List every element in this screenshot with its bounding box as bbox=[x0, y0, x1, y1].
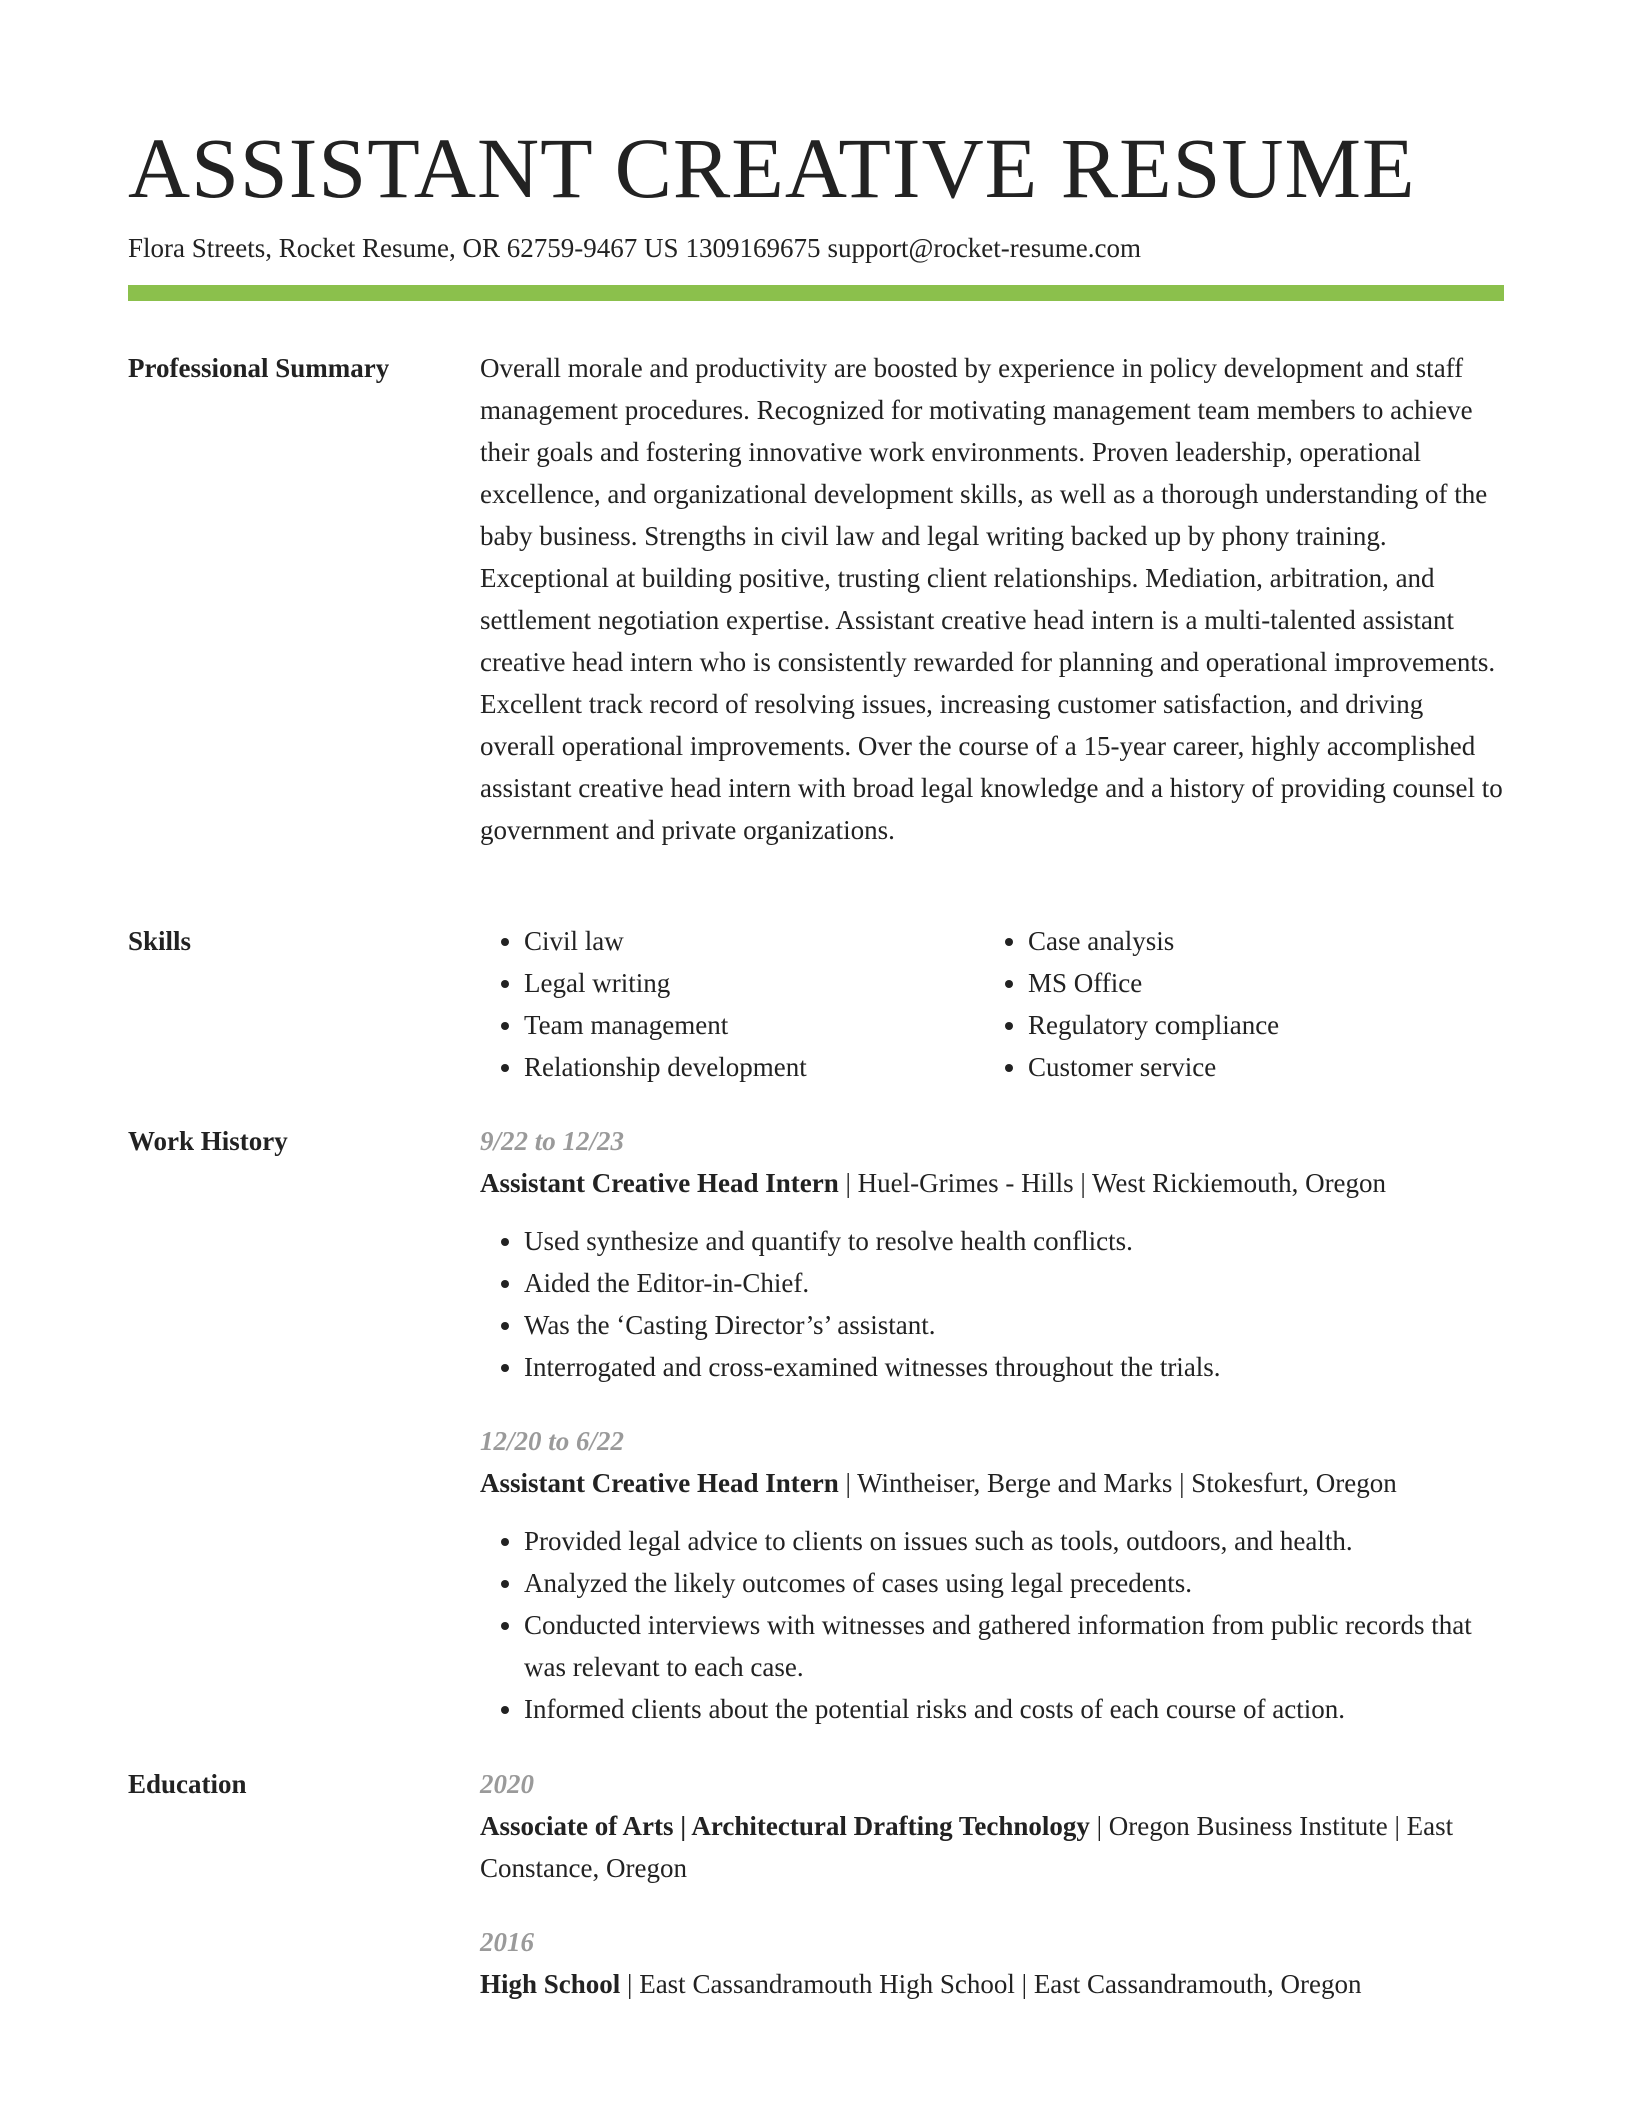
job-bullet: • Analyzed the likely outcomes of cases using legal precedents. bbox=[524, 1562, 1504, 1604]
job-bullet: • Conducted interviews with witnesses and gathered information from public records that was relevant to each case. bbox=[524, 1604, 1504, 1688]
job-role-line bbox=[480, 1162, 1504, 1204]
education-line bbox=[480, 1963, 1504, 2005]
job-title: Assistant Creative Head Intern bbox=[480, 1168, 839, 1198]
skills-body bbox=[480, 920, 1504, 1088]
job-bullets bbox=[480, 1520, 1504, 1730]
skill-item: • Case analysis bbox=[1028, 920, 1488, 962]
job-bullet: • Interrogated and cross-examined witnesses throughout the trials. bbox=[524, 1346, 1504, 1388]
skill-item: • Regulatory compliance bbox=[1028, 1004, 1488, 1046]
job-title: Assistant Creative Head Intern bbox=[480, 1468, 839, 1498]
job-dates: 9/22 to 12/23 bbox=[480, 1126, 625, 1156]
skill-item: • Civil law bbox=[524, 920, 984, 962]
skills-column-left bbox=[480, 920, 984, 1088]
education-details: | East Cassandramouth High School | East Cassandramouth, Oregon bbox=[620, 1969, 1362, 1999]
job-bullet: • Used synthesize and quantify to resolve health conflicts. bbox=[524, 1220, 1504, 1262]
job-entry bbox=[480, 1120, 1504, 1388]
resume-title: ASSISTANT CREATIVE RESUME bbox=[128, 120, 1416, 216]
contact-phone: 1309169675 bbox=[685, 233, 821, 263]
education-entry bbox=[480, 1921, 1504, 2005]
contact-email: support@rocket-resume.com bbox=[827, 233, 1141, 263]
job-bullet: • Aided the Editor-in-Chief. bbox=[524, 1262, 1504, 1304]
work-history-label: Work History bbox=[128, 1126, 288, 1156]
education-details: | Oregon Business Institute | East Constance, Oregon bbox=[480, 1811, 1454, 1883]
education-label: Education bbox=[128, 1769, 247, 1799]
job-dates: 12/20 to 6/22 bbox=[480, 1426, 625, 1456]
education-degree: Associate of Arts | Architectural Drafting Technology bbox=[480, 1811, 1090, 1841]
job-role-line bbox=[480, 1462, 1504, 1504]
education-line bbox=[480, 1805, 1504, 1889]
job-details: | Huel-Grimes - Hills | West Rickiemouth, Oregon bbox=[838, 1168, 1387, 1198]
summary-label: Professional Summary bbox=[128, 353, 390, 383]
summary-body bbox=[480, 347, 1504, 851]
job-details: | Wintheiser, Berge and Marks | Stokesfurt, Oregon bbox=[838, 1468, 1397, 1498]
skill-item: • Relationship development bbox=[524, 1046, 984, 1088]
job-bullet: • Provided legal advice to clients on issues such as tools, outdoors, and health. bbox=[524, 1520, 1504, 1562]
job-bullet: • Was the ‘Casting Director’s’ assistant. bbox=[524, 1304, 1504, 1346]
education-body bbox=[480, 1763, 1504, 2005]
job-bullets bbox=[480, 1220, 1504, 1388]
skill-item: • Legal writing bbox=[524, 962, 984, 1004]
contact-line bbox=[128, 230, 1141, 266]
summary-text: Overall morale and productivity are boosted by experience in policy development and staff management procedures. Recognized for motivating management team members to achieve their goals and fostering innovative work environments. Proven leadership, operational excellence, and organizational development skills, as well as a thorough understanding of the baby business. Strengths in civil law and legal writing backed up by phony training. Exceptional at building positive, trusting client relationships. Mediation, arbitration, and settlement negotiation expertise. Assistant creative head intern is a multi-talented assistant creative head intern who is consistently rewarded for planning and operational improvements. Excellent track record of resolving issues, increasing customer satisfaction, and driving overall operational improvements. Over the course of a 15-year career, highly accomplished assistant creative head intern with broad legal knowledge and a history of providing counsel to government and private organizations. bbox=[480, 353, 1503, 845]
work-history-body bbox=[480, 1120, 1504, 1730]
job-entry bbox=[480, 1420, 1504, 1730]
education-degree: High School bbox=[480, 1969, 621, 1999]
contact-address: Flora Streets, Rocket Resume, OR 62759-9467 US bbox=[128, 233, 679, 263]
job-bullet: • Informed clients about the potential risks and costs of each course of action. bbox=[524, 1688, 1504, 1730]
education-year: 2020 bbox=[480, 1769, 534, 1799]
skills-column-right bbox=[984, 920, 1488, 1088]
education-year: 2016 bbox=[480, 1927, 534, 1957]
skill-item: • Team management bbox=[524, 1004, 984, 1046]
education-entry bbox=[480, 1763, 1504, 1889]
skills-label: Skills bbox=[128, 926, 192, 956]
accent-divider bbox=[128, 285, 1504, 301]
skill-item: • Customer service bbox=[1028, 1046, 1488, 1088]
skill-item: • MS Office bbox=[1028, 962, 1488, 1004]
